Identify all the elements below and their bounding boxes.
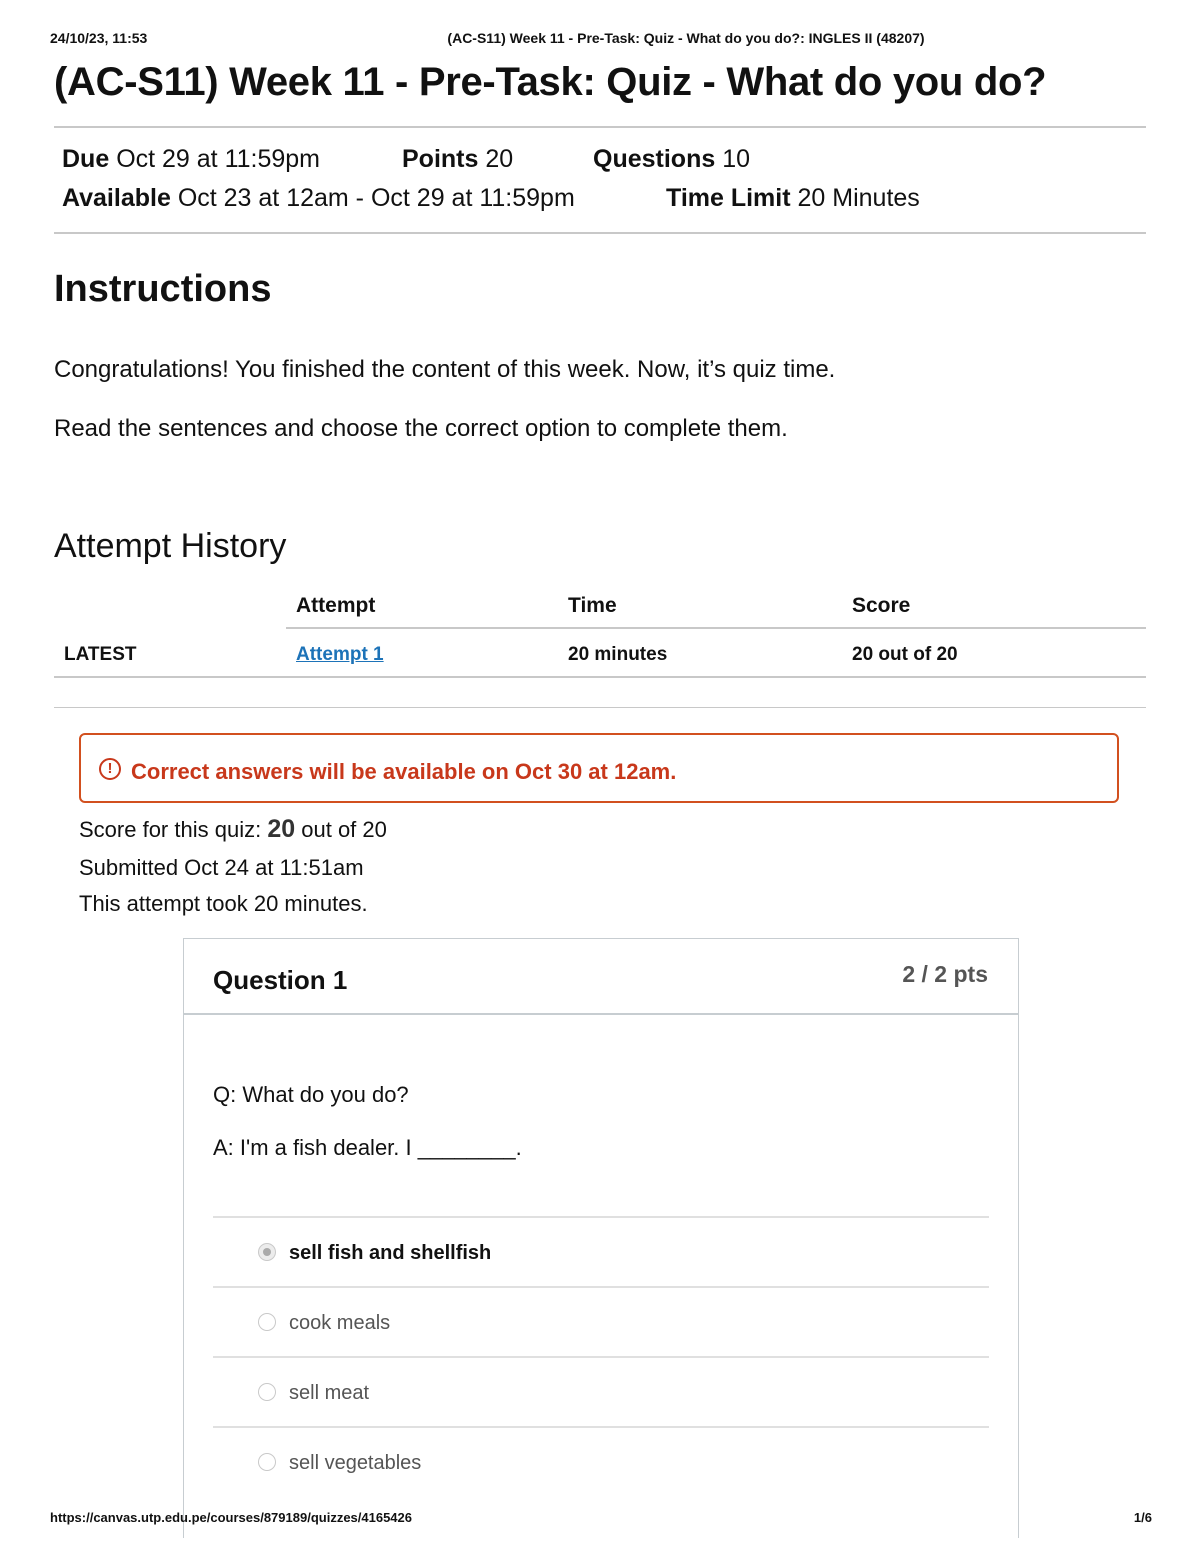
- instructions-heading: Instructions: [54, 268, 272, 310]
- attempt-score: 20 out of 20: [852, 644, 958, 665]
- available-label: Available: [62, 184, 171, 212]
- score-value: 20: [267, 815, 296, 843]
- questions-value: 10: [722, 145, 751, 173]
- page-title: (AC-S11) Week 11 - Pre-Task: Quiz - What do you do?: [54, 60, 1047, 104]
- column-header-score: Score: [852, 594, 911, 617]
- question-1-card: [183, 938, 1019, 1538]
- points-label: Points: [402, 145, 479, 173]
- alert-text: Correct answers will be available on Oct 30 at 12am.: [131, 759, 677, 784]
- print-doc-title: (AC-S11) Week 11 - Pre-Task: Quiz - What do you do?: INGLES II (48207): [447, 30, 925, 46]
- due-value: Oct 29 at 11:59pm: [116, 145, 321, 173]
- points-value: 20: [485, 145, 514, 173]
- answer-option-3[interactable]: [213, 1356, 989, 1426]
- print-url: https://canvas.utp.edu.pe/courses/879189/quizzes/4165426: [50, 1510, 412, 1525]
- header-row-border: [286, 627, 1146, 629]
- time-limit-value: 20 Minutes: [797, 184, 920, 212]
- score-summary: [79, 815, 387, 844]
- column-header-attempt: Attempt: [296, 594, 376, 617]
- question-prompt-a: A: I'm a fish dealer. I ________.: [213, 1135, 522, 1160]
- radio-icon[interactable]: [258, 1453, 276, 1471]
- submitted-text: Submitted Oct 24 at 11:51am: [79, 855, 364, 880]
- score-suffix: out of 20: [301, 817, 387, 842]
- due-label: Due: [62, 145, 110, 173]
- questions-label: Questions: [593, 145, 716, 173]
- answer-label: sell meat: [289, 1382, 370, 1404]
- score-prefix: Score for this quiz:: [79, 817, 262, 842]
- question-header: [184, 939, 1018, 1015]
- duration-text: This attempt took 20 minutes.: [79, 891, 368, 916]
- radio-icon[interactable]: [258, 1313, 276, 1331]
- question-title: Question 1: [213, 965, 348, 995]
- title-divider: [54, 126, 1146, 128]
- correct-answers-alert: [79, 733, 1119, 803]
- answer-label: cook meals: [289, 1312, 391, 1334]
- instructions-line-2: Read the sentences and choose the correct option to complete them.: [54, 415, 788, 442]
- attempt-1-link[interactable]: Attempt 1: [296, 644, 384, 665]
- radio-selected-icon[interactable]: [258, 1243, 276, 1261]
- answer-label: sell fish and shellfish: [289, 1242, 492, 1264]
- column-header-time: Time: [568, 594, 617, 617]
- question-points: 2 / 2 pts: [902, 961, 988, 987]
- answer-option-1[interactable]: [213, 1216, 989, 1286]
- print-footer: [50, 1510, 1152, 1530]
- question-prompt-q: Q: What do you do?: [213, 1082, 409, 1107]
- radio-icon[interactable]: [258, 1383, 276, 1401]
- time-limit-detail: [666, 184, 920, 213]
- answer-option-4[interactable]: [213, 1426, 989, 1496]
- available-detail: [62, 184, 575, 213]
- answer-label: sell vegetables: [289, 1452, 422, 1474]
- available-value: Oct 23 at 12am - Oct 29 at 11:59pm: [177, 184, 575, 212]
- print-date: 24/10/23, 11:53: [50, 30, 148, 46]
- row-border: [54, 676, 1146, 678]
- questions-detail: [593, 145, 750, 174]
- details-divider: [54, 232, 1146, 234]
- section-divider: [54, 707, 1146, 708]
- time-limit-label: Time Limit: [666, 184, 791, 212]
- instructions-line-1: Congratulations! You finished the content of this week. Now, it’s quiz time.: [54, 356, 836, 383]
- attempt-time: 20 minutes: [568, 644, 668, 665]
- latest-label: LATEST: [64, 644, 137, 665]
- attempt-history-heading: Attempt History: [54, 527, 287, 565]
- exclamation-icon: !: [99, 758, 121, 780]
- print-page-number: 1/6: [1133, 1510, 1152, 1525]
- due-detail: [62, 145, 320, 174]
- print-header: [50, 30, 1152, 50]
- points-detail: [402, 145, 513, 174]
- answer-option-2[interactable]: [213, 1286, 989, 1356]
